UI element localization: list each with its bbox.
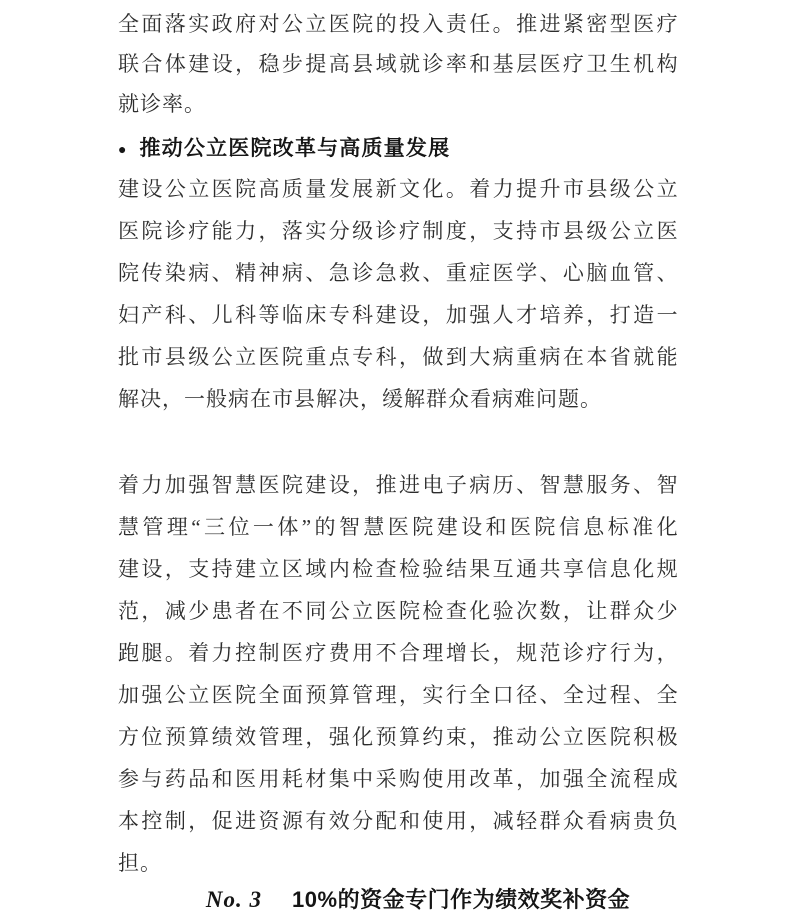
paragraph [118, 464, 680, 884]
section-heading-text: 推动公立医院改革与高质量发展 [139, 137, 451, 160]
body-line: 着力加强智慧医院建设，推进电子病历、智慧服务、智 [118, 473, 680, 497]
paragraph [118, 168, 680, 420]
body-line: 建设，支持建立区域内检查检验结果互通共享信息化规 [118, 557, 680, 581]
subsection-heading [18, 882, 800, 918]
body-line: 方位预算绩效管理，强化预算约束，推动公立医院积极 [118, 725, 680, 749]
body-line: 医院诊疗能力，落实分级诊疗制度，支持市县级公立医 [118, 219, 680, 243]
body-line: 联合体建设，稳步提高县域就诊率和基层医疗卫生机构 [118, 52, 680, 76]
body-line: 批市县级公立医院重点专科，做到大病重病在本省就能 [118, 345, 680, 369]
body-line: 解决，一般病在市县解决，缓解群众看病难问题。 [118, 387, 602, 411]
body-line: 加强公立医院全面预算管理，实行全口径、全过程、全 [118, 683, 680, 707]
body-line: 院传染病、精神病、急诊急救、重症医学、心脑血管、 [118, 261, 680, 285]
body-line: 建设公立医院高质量发展新文化。着力提升市县级公立 [118, 177, 680, 201]
subsection-title: 10%的资金专门作为绩效奖补资金 [292, 887, 631, 912]
body-line: 担。 [118, 851, 162, 875]
body-line: 范，减少患者在不同公立医院检查化验次数，让群众少 [118, 599, 680, 623]
paragraph [118, 4, 680, 124]
body-line: 跑腿。着力控制医疗费用不合理增长，规范诊疗行为， [118, 641, 680, 665]
body-line: 就诊率。 [118, 92, 206, 116]
body-line: 慧管理“三位一体”的智慧医院建设和医院信息标准化 [118, 515, 680, 539]
body-line: 全面落实政府对公立医院的投入责任。推进紧密型医疗 [118, 12, 680, 36]
subsection-number: No. 3 [205, 887, 263, 912]
body-line: 妇产科、儿科等临床专科建设，加强人才培养，打造一 [118, 303, 680, 327]
body-line: 参与药品和医用耗材集中采购使用改革，加强全流程成 [118, 767, 680, 791]
bullet-icon: ● [118, 141, 127, 157]
body-line: 本控制，促进资源有效分配和使用，减轻群众看病贵负 [118, 809, 680, 833]
section-heading [118, 128, 680, 170]
